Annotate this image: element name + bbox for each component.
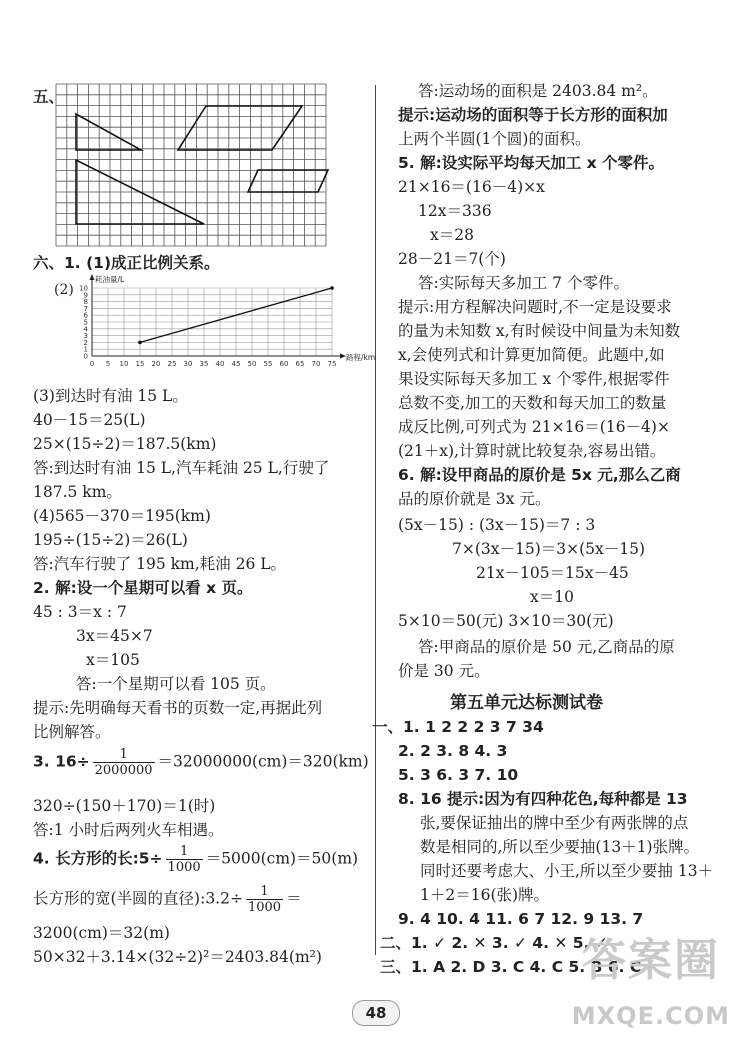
data-point <box>138 341 142 345</box>
r-answer-area: 答:运动场的面积是 2403.84 m²。 <box>418 82 658 100</box>
q3-line3: 25×(15÷2)＝187.5(km) <box>33 435 217 453</box>
x-tick-label: 30 <box>183 360 193 368</box>
x-axis-label: 路程/km <box>346 353 376 362</box>
y-tick-label: 5 <box>83 318 88 327</box>
column-divider <box>375 85 376 955</box>
section-6-q2-label: (2) <box>54 282 74 298</box>
x-tick-label: 0 <box>89 360 95 368</box>
x-tick-label: 35 <box>199 360 209 368</box>
test-section-1: 一、1. 1 2 2 2 3 7 34 <box>372 718 544 736</box>
watermark-url: MXQE.COM <box>571 1002 730 1030</box>
problem-3-equation: 3. 16÷ $\frac{1}{2000000}$ ＝32000000(cm)＝320(km) <box>33 747 369 778</box>
problem-6-step1: 7×(3x－15)＝3×(5x－15) <box>452 540 646 558</box>
problem-5-step: 12x＝336 <box>418 202 492 220</box>
fraction: $\frac{1}{1000}$ <box>247 884 282 915</box>
y-tick-label: 7 <box>83 304 88 313</box>
x-tick-label: 60 <box>279 360 289 368</box>
x-tick-label: 65 <box>295 360 305 368</box>
problem-5-hint-4: 果设实际每天多加工 x 个零件,根据零件 <box>398 370 670 388</box>
y-tick-label: 0 <box>83 352 88 361</box>
q4-line2: 195÷(15÷2)＝26(L) <box>33 531 188 549</box>
geometry-grid <box>56 84 326 246</box>
section-5-label: 五、 <box>33 88 65 106</box>
problem-2-hint-cont: 比例解答。 <box>33 723 111 741</box>
problem-3-line2: 320÷(150＋170)＝1(时) <box>33 797 216 815</box>
problem-6-proportion: (5x－15) : (3x－15)＝7 : 3 <box>398 516 596 534</box>
fraction: $\frac{1}{2000000}$ <box>94 747 153 778</box>
r-hint-1: 提示:运动场的面积等于长方形的面积加 <box>398 106 668 124</box>
x-tick-label: 55 <box>263 360 273 368</box>
fuel-chart <box>60 275 376 388</box>
problem-6-title-cont: 品的原价就是 3x 元。 <box>398 490 551 508</box>
watermark-logo: 答案圈 <box>582 935 720 986</box>
test-line-9: 9. 4 10. 4 11. 6 7 12. 9 13. 7 <box>398 910 644 928</box>
x-tick-label: 45 <box>231 360 241 368</box>
q3-answer: 答:到达时有油 15 L,汽车耗油 25 L,行驶了 <box>33 459 330 477</box>
problem-5-hint-6: 成反比例,可列式为 21×16＝(16－4)× <box>398 418 670 436</box>
x-tick-label: 40 <box>215 360 225 368</box>
test-hint-cont-4: 1＋2＝16(张)牌。 <box>420 886 550 904</box>
problem-5-result: x＝28 <box>430 226 474 244</box>
y-tick-label: 3 <box>83 332 88 341</box>
test-hint-cont-3: 同时还要考虑大、小王,所以至少要抽 13＋ <box>420 862 714 880</box>
problem-6-answer-cont: 价是 30 元。 <box>398 662 490 680</box>
problem-4-line2: 长方形的宽(半圆的直径):3.2÷ $\frac{1}{1000}$ ＝ <box>33 884 302 915</box>
x-tick-label: 5 <box>105 360 111 368</box>
q4-line1: (4)565－370＝195(km) <box>33 507 211 525</box>
fraction: $\frac{1}{1000}$ <box>167 844 201 875</box>
problem-2-proportion: 45 : 3＝x : 7 <box>33 603 127 621</box>
problem-2-step: 3x＝45×7 <box>76 627 153 645</box>
y-tick-label: 8 <box>83 298 88 307</box>
y-tick-label: 2 <box>83 338 88 347</box>
problem-6-title: 6. 解:设甲商品的原价是 5x 元,那么乙商 <box>398 466 681 484</box>
x-tick-label: 75 <box>327 360 337 368</box>
test-hint-cont-1: 张,要保证抽出的牌中至少有两张牌的点 <box>420 814 689 832</box>
test-section-3: 三、1. A 2. D 3. C 4. C 5. B 6. C <box>380 958 642 976</box>
test-line-3: 5. 3 6. 3 7. 10 <box>398 766 519 784</box>
problem-5-hint-7: (21＋x),计算时就比较复杂,容易出错。 <box>398 442 666 460</box>
x-tick-label: 25 <box>167 360 177 368</box>
problem-6-result: x＝10 <box>530 588 574 606</box>
y-tick-label: 1 <box>83 345 88 354</box>
test-line-2: 2. 2 3. 8 4. 3 <box>398 742 508 760</box>
problem-5-answer: 答:实际每天多加工 7 个零件。 <box>418 274 629 292</box>
data-point <box>330 286 334 290</box>
problem-4-line3: 3200(cm)＝32(m) <box>33 924 170 942</box>
problem-5-title: 5. 解:设实际平均每天加工 x 个零件。 <box>398 154 665 172</box>
y-tick-label: 4 <box>83 325 88 334</box>
section-6-q1: 六、1. (1)成正比例关系。 <box>33 254 220 272</box>
problem-2-result: x＝105 <box>86 651 140 669</box>
problem-2-answer: 答:一个星期可以看 105 页。 <box>76 675 276 693</box>
x-tick-label: 10 <box>119 360 129 368</box>
y-tick-label: 9 <box>83 291 88 300</box>
test-hint-cont-2: 数是相同的,所以至少要抽(13＋1)张牌。 <box>420 838 700 856</box>
x-tick-label: 20 <box>151 360 161 368</box>
problem-4-line4: 50×32＋3.14×(32÷2)²＝2403.84(m²) <box>33 948 322 966</box>
q3-answer-cont: 187.5 km。 <box>33 483 122 501</box>
q3-line1: (3)到达时有油 15 L。 <box>33 387 188 405</box>
y-axis-label: 耗油量/L <box>95 275 125 284</box>
problem-6-answer: 答:甲商品的原价是 50 元,乙商品的原 <box>418 638 675 656</box>
x-tick-label: 15 <box>135 360 145 368</box>
problem-2-hint: 提示:先明确每天看书的页数一定,再据此列 <box>33 699 323 717</box>
problem-5-hint-5: 总数不变,加工的天数和每天加工的数量 <box>398 394 667 412</box>
problem-2-title: 2. 解:设一个星期可以看 x 页。 <box>33 579 253 597</box>
q4-answer: 答:汽车行驶了 195 km,耗油 26 L。 <box>33 555 287 573</box>
problem-5-diff: 28－21＝7(个) <box>398 250 506 268</box>
x-tick-label: 70 <box>311 360 321 368</box>
problem-3-answer: 答:1 小时后两列火车相遇。 <box>33 821 224 839</box>
r-hint-1-cont: 上两个半圆(1个圆)的面积。 <box>398 130 591 148</box>
test-line-4: 8. 16 提示:因为有四种花色,每种都是 13 <box>398 790 688 808</box>
problem-5-eq: 21×16＝(16－4)×x <box>398 178 545 196</box>
y-tick-label: 10 <box>79 284 88 293</box>
test-section-2: 二、1. ✓ 2. ✕ 3. ✓ 4. ✕ 5. ✓ <box>380 934 608 952</box>
problem-6-step2: 21x－105＝15x－45 <box>476 564 629 582</box>
y-tick-label: 6 <box>83 311 88 320</box>
page-number: 48 <box>352 1000 400 1026</box>
problem-5-hint-2: 的量为未知数 x,有时候设中间量为未知数 <box>398 322 681 340</box>
problem-5-hint-3: x,会使列式和计算更加简便。此题中,如 <box>398 346 665 364</box>
x-tick-label: 50 <box>247 360 257 368</box>
problem-6-prices: 5×10＝50(元) 3×10＝30(元) <box>398 612 614 630</box>
problem-4-line1: 4. 长方形的长:5÷ $\frac{1}{1000}$ ＝5000(cm)＝50(m) <box>33 844 359 875</box>
q3-line2: 40－15＝25(L) <box>33 411 146 429</box>
y-axis-arrow <box>90 274 95 280</box>
problem-5-hint: 提示:用方程解决问题时,不一定是设要求 <box>398 298 672 316</box>
unit-5-title: 第五单元达标测试卷 <box>450 693 603 713</box>
